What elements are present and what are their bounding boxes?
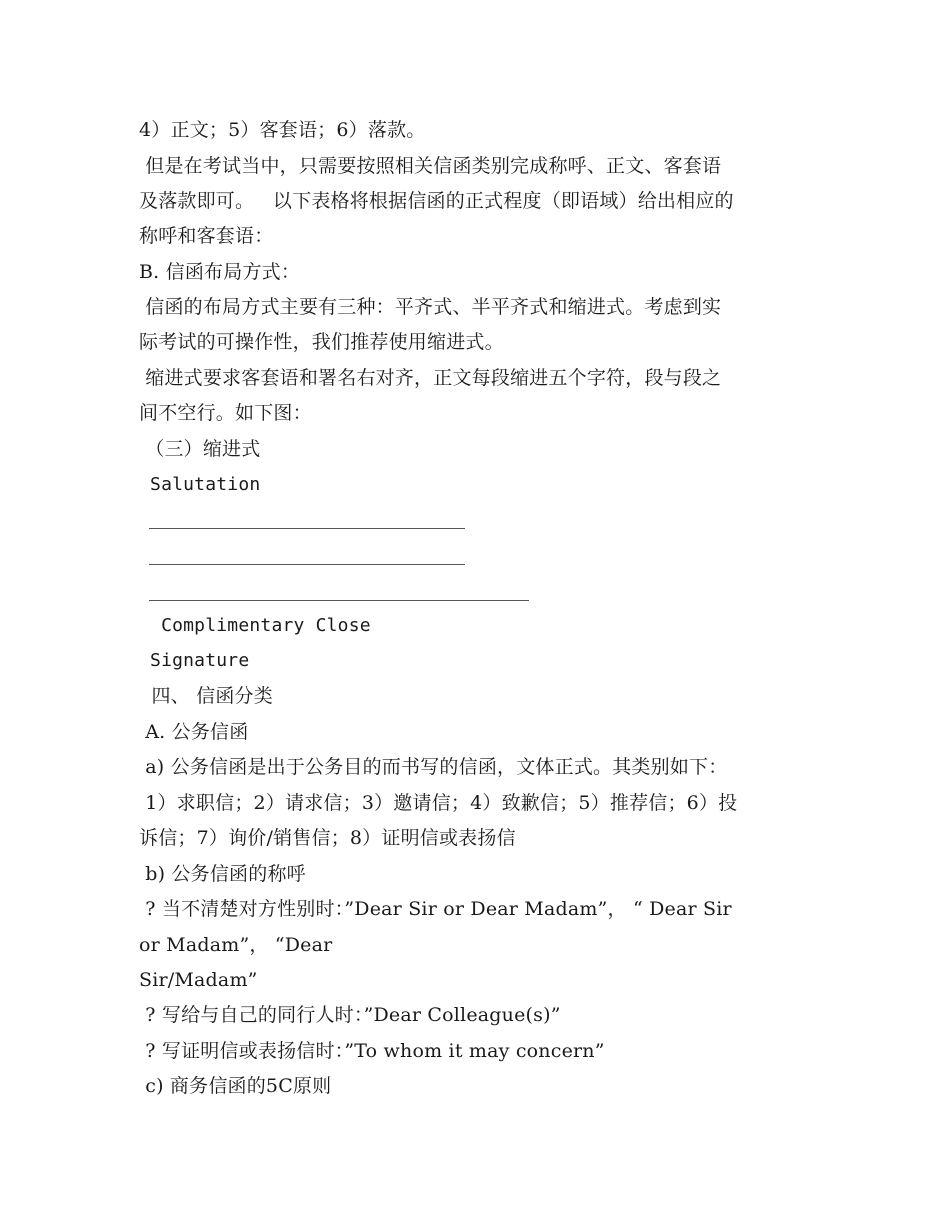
text-line: 缩进式要求客套语和署名右对齐，正文每段缩进五个字符，段与段之 [139, 367, 722, 389]
text-line: Sir/Madam” [139, 969, 258, 991]
salutation-label: Salutation [139, 474, 261, 495]
section-heading: B. 信函布局方式： [139, 261, 301, 283]
text-line: a) 公务信函是出于公务目的而书写的信函，文体正式。其类别如下： [139, 756, 728, 778]
text-line: c) 商务信函的5C原则 [139, 1075, 332, 1097]
text-line: 4）正文；5）客套语；6）落款。 [139, 119, 426, 141]
chapter-heading: 四、 信函分类 [139, 685, 273, 707]
text-line: 际考试的可操作性，我们推荐使用缩进式。 [139, 331, 504, 353]
text-line: 1）求职信；2）请求信；3）邀请信；4）致歉信；5）推荐信；6）投 [139, 792, 738, 814]
text-line: 及落款即可。 以下表格将根据信函的正式程度（即语域）给出相应的 [139, 190, 734, 212]
body-line-placeholder [149, 528, 465, 529]
signature-label: Signature [139, 650, 250, 671]
text-line: ? 当不清楚对方性别时：”Dear Sir or Dear Madam”， “ Dear Sir [139, 898, 732, 920]
text-line: 但是在考试当中，只需要按照相关信函类别完成称呼、正文、客套语 [139, 155, 722, 177]
text-line: 诉信；7）询价/销售信；8）证明信或表扬信 [139, 827, 516, 849]
subsection-heading: （三）缩进式 [139, 438, 261, 460]
text-line: ? 写给与自己的同行人时：”Dear Colleague(s)” [139, 1004, 561, 1026]
body-line-placeholder [149, 600, 529, 601]
text-line: b) 公务信函的称呼 [139, 863, 306, 885]
text-line: or Madam”， “Dear [139, 934, 333, 956]
text-line: 信函的布局方式主要有三种：平齐式、半平齐式和缩进式。考虑到实 [139, 296, 722, 318]
text-line: ? 写证明信或表扬信时：”To whom it may concern” [139, 1040, 605, 1062]
complimentary-close-label: Complimentary Close [139, 615, 371, 636]
section-heading: A. 公务信函 [139, 721, 249, 743]
body-line-placeholder [149, 564, 465, 565]
text-line: 称呼和客套语： [139, 225, 274, 247]
text-line: 间不空行。如下图： [139, 402, 312, 424]
